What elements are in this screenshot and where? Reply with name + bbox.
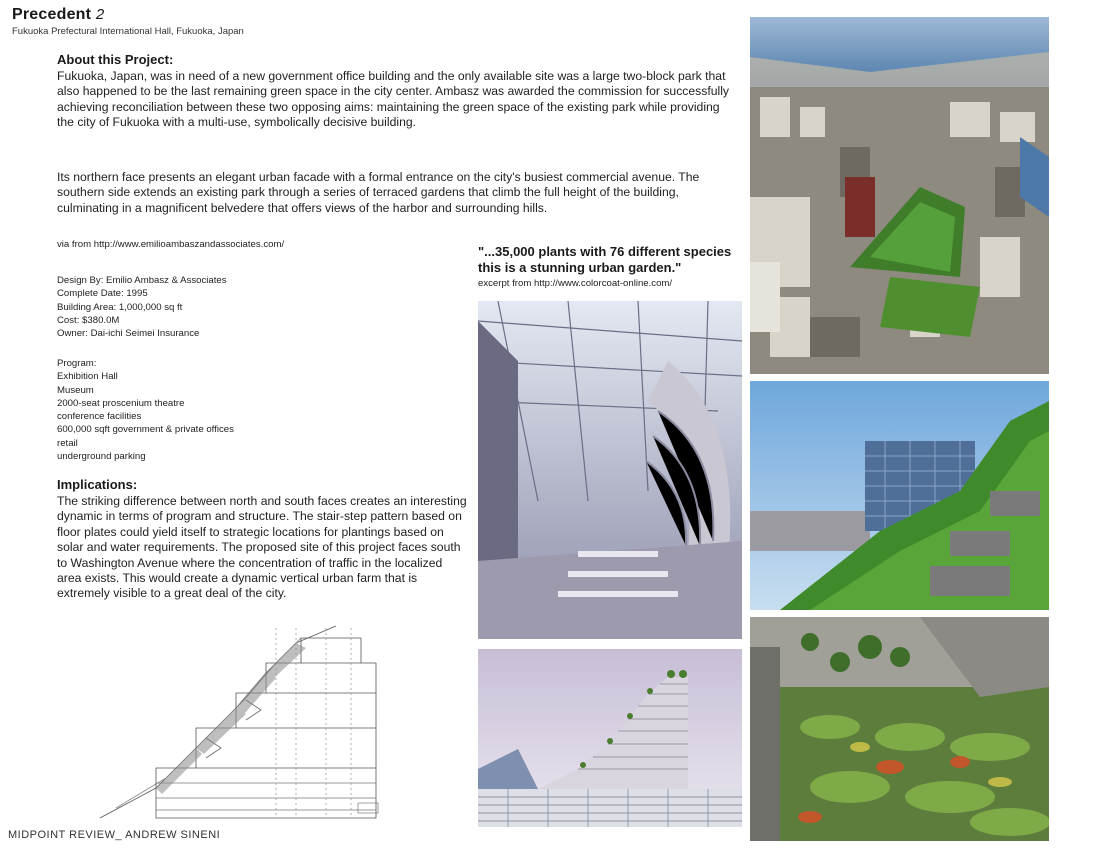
program-item: Museum: [57, 384, 94, 396]
program-item: conference facilities: [57, 411, 142, 423]
fact-cost: Cost: $380.0M: [57, 314, 120, 326]
program-item: 600,000 sqft government & private offices: [57, 424, 234, 436]
section-sketch-drawing: [96, 618, 386, 826]
page-subtitle: Fukuoka Prefectural International Hall, Fukuoka, Japan: [12, 26, 244, 37]
quote-source: excerpt from http://www.colorcoat-online.com/: [478, 278, 673, 289]
program-heading: Program:: [57, 358, 97, 369]
program-list: [57, 357, 234, 463]
program-item: 2000-seat proscenium theatre: [57, 397, 185, 409]
program-item: underground parking: [57, 451, 146, 463]
page-title: [12, 6, 104, 24]
title-number: 2: [95, 6, 105, 23]
terrace-garden-photo: [750, 617, 1049, 841]
fact-area: Building Area: 1,000,000 sq ft: [57, 301, 183, 313]
program-item: Exhibition Hall: [57, 371, 118, 383]
aerial-photo: [750, 17, 1049, 374]
title-text: Precedent: [12, 6, 92, 23]
terraced-facade-photo: [750, 381, 1049, 610]
about-heading: About this Project:: [57, 52, 174, 67]
quote-line-2: this is a stunning urban garden.": [478, 260, 682, 275]
about-paragraph-1: Fukuoka, Japan, was in need of a new government office building and the only available site was a large two-block park that also happened to be the last remaining green space in the city center. Ambasz was awarded the commission for successfully achieving reconciliation between these two opposing aims: maintaining the green space of the existing park while providing the city of Fukuoka with a multi-use, symbolically decisive building.: [57, 69, 730, 130]
about-source: via from http://www.emilioambaszandassociates.com/: [57, 239, 285, 250]
atrium-interior-photo: [478, 301, 742, 639]
implications-heading: Implications:: [57, 477, 138, 492]
quote-line-1: "...35,000 plants with 76 different species: [478, 244, 732, 259]
fact-owner: Owner: Dai-ichi Seimei Insurance: [57, 328, 200, 340]
implications-text: The striking difference between north and south faces creates an interesting dynamic in terms of program and structure. The stair-step pattern based on floor plates could yield itself to strategic locations for plantings based on solar and water requirements. The proposed site of this project faces south to Washington Avenue where the concentration of traffic in the localized area exists. This would create a dynamic vertical urban farm that is extremely visible to a great deal of the city.: [57, 494, 467, 601]
section-rendering-photo: [478, 649, 742, 827]
fact-date: Complete Date: 1995: [57, 288, 148, 300]
footer-credit: MIDPOINT REVIEW_ ANDREW SINENI: [8, 829, 221, 841]
about-paragraph-2: Its northern face presents an elegant urban facade with a formal entrance on the city's busiest commercial avenue. The southern side extends an existing park through a series of terraced gardens that climb the full height of the building, culminating in a magnificent belvedere that offers views of the harbor and surrounding hills.: [57, 170, 700, 215]
fact-design: Design By: Emilio Ambasz & Associates: [57, 275, 227, 286]
facts-list: [57, 274, 227, 340]
program-item: retail: [57, 437, 78, 449]
pull-quote: [478, 244, 750, 276]
